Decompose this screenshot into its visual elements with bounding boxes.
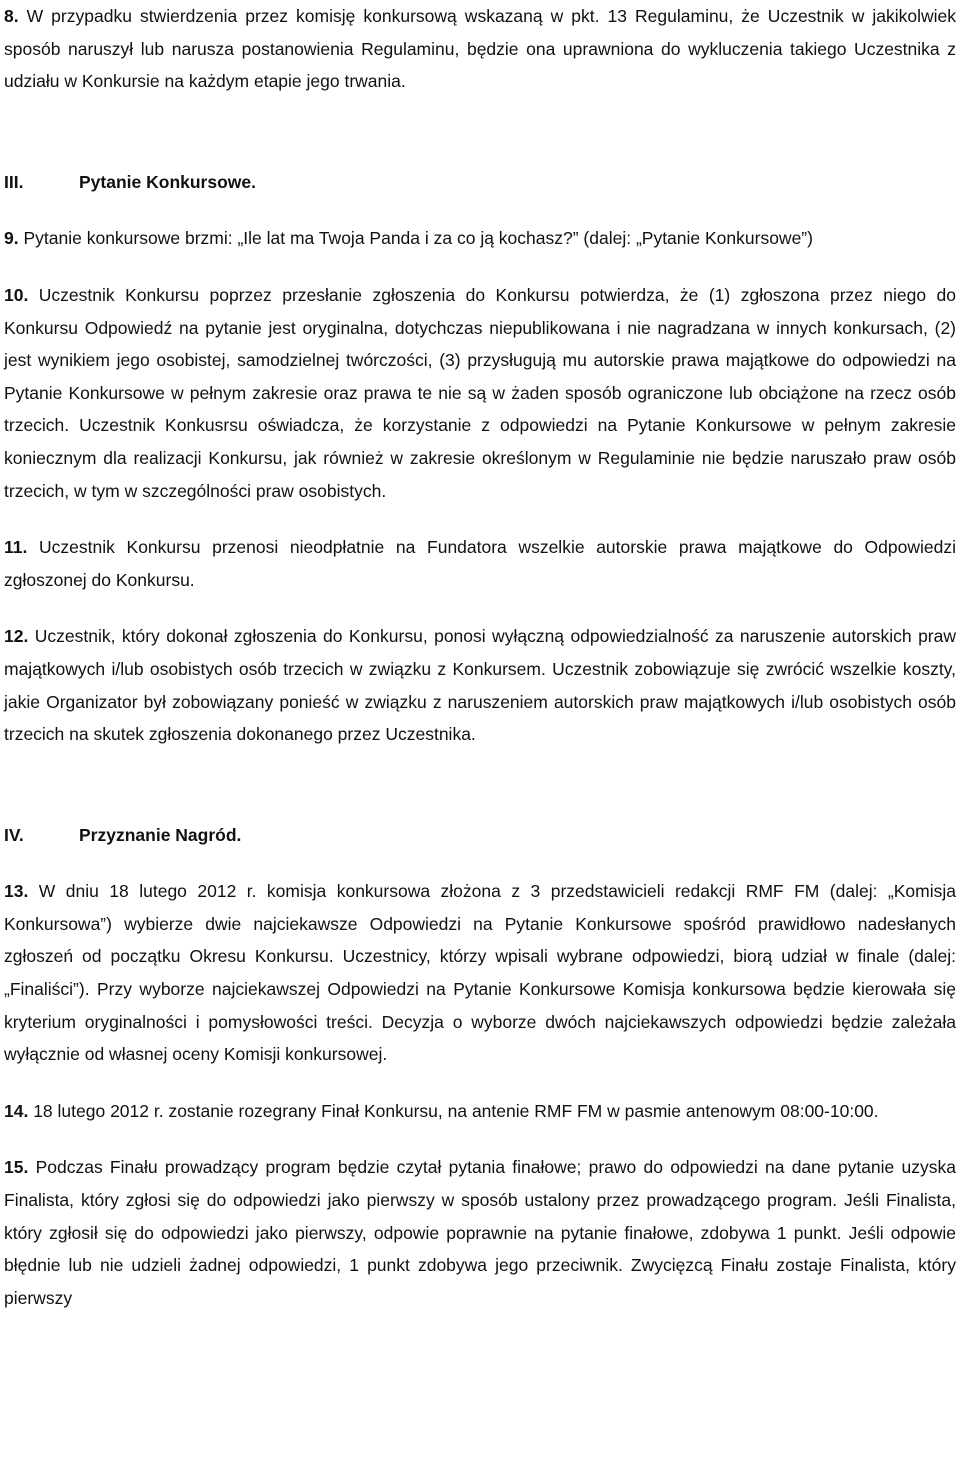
paragraph-14 [4, 1095, 956, 1128]
paragraph-text: W przypadku stwierdzenia przez komisję konkursową wskazaną w pkt. 13 Regulaminu, że Uczestnik w jakikolwiek sposób naruszył lub narusza postanowienia Regulaminu, będzie ona uprawniona do wykluczenia takiego Uczestnika z udziału w Konkursie na każdym etapie jego trwania. [4, 6, 956, 92]
spacer [4, 596, 956, 620]
paragraph-15 [4, 1151, 956, 1314]
paragraph-number: 14. [4, 1100, 29, 1121]
paragraph-number: 8. [4, 6, 19, 26]
paragraph-10 [4, 279, 956, 507]
paragraph-text: Uczestnik Konkursu poprzez przesłanie zgłoszenia do Konkursu potwierdza, że (1) zgłoszona przez niego do Konkursu Odpowiedź na pytanie jest oryginalna, dotychczas niepublikowana i nie nagradzana w innych konkursach, (2) jest wynikiem jego osobistej, samodzielnej twórczości, (3) przysługują mu autorskie prawa majątkowe do odpowiedzi na Pytanie Konkursowe w pełnym zakresie oraz prawa te nie są w żaden sposób ograniczone lub obciążone na rzecz osób trzecich. Uczestnik Konkusrsu oświadcza, że korzystanie z odpowiedzi na Pytanie Konkursowe w pełnym zakresie koniecznym dla realizacji Konkursu, jak również w zakresie określonym w Regulaminie nie będzie naruszało praw osób trzecich, w tym w szczególności praw osobistych. [4, 284, 956, 501]
paragraph-text: Uczestnik, który dokonał zgłoszenia do Konkursu, ponosi wyłączną odpowiedzialność za naruszenie autorskich praw majątkowych i/lub osobistych osób trzecich w związku z Konkursem. Uczestnik zobowiązuje się zwrócić wszelkie koszty, jakie Organizator był zobowiązany ponieść w związku z naruszeniem autorskich praw majątkowych i/lub osobistych osób trzecich na skutek zgłoszenia dokonanego przez Uczestnika. [4, 626, 957, 745]
paragraph-text: 18 lutego 2012 r. zostanie rozegrany Finał Konkursu, na antenie RMF FM w pasmie antenowym 08:00-10:00. [33, 1100, 879, 1121]
paragraph-text: Pytanie konkursowe brzmi: „Ile lat ma Twoja Panda i za co ją kochasz?” (dalej: „Pytanie Konkursowe”) [23, 228, 813, 249]
paragraph-text: Podczas Finału prowadzący program będzie czytał pytania finałowe; prawo do odpowiedzi na dane pytanie uzyska Finalista, który zgłosi się do odpowiedzi jako pierwszy w sposób ustalony przez prowadzącego program. Jeśli Finalista, który zgłosił się do odpowiedzi jako pierwszy, odpowie poprawnie na pytanie finałowe, zdobywa 1 punkt. Jeśli odpowie błędnie lub nie udzieli żadnej odpowiedzi, 1 punkt zdobywa jego przeciwnik. Zwycięzcą Finału zostaje Finalista, który pierwszy [4, 1157, 956, 1308]
paragraph-number: 9. [4, 228, 19, 249]
spacer [4, 751, 956, 819]
section-heading-4 [4, 819, 956, 852]
spacer [4, 198, 956, 222]
paragraph-number: 13. [4, 881, 29, 902]
spacer [4, 1127, 956, 1151]
section-heading-3 [4, 166, 956, 199]
paragraph-number: 11. [4, 537, 28, 558]
spacer [4, 851, 956, 875]
paragraph-8 [4, 0, 956, 98]
paragraph-12 [4, 620, 956, 750]
spacer [4, 507, 956, 531]
paragraph-11 [4, 531, 956, 596]
paragraph-13 [4, 875, 956, 1071]
paragraph-text: W dniu 18 lutego 2012 r. komisja konkursowa złożona z 3 przedstawicieli redakcji RMF FM (dalej: „Komisja Konkursowa”) wybierze dwie najciekawsze Odpowiedzi na Pytanie Konkursowe spośród prawidłowo nadesłanych zgłoszeń od początku Okresu Konkursu. Uczestnicy, którzy wpisali wybrane odpowiedzi, biorą udział w finale (dalej: „Finaliści”). Przy wyborze najciekawszej Odpowiedzi na Pytanie Konkursowe Komisja konkursowa będzie kierowała się kryterium oryginalności i pomysłowości treści. Decyzja o wyborze dwóch najciekawszych odpowiedzi będzie zależała wyłącznie od własnej oceny Komisji konkursowej. [4, 881, 956, 1065]
paragraph-number: 12. [4, 626, 29, 647]
spacer [4, 1071, 956, 1095]
section-number: III. [4, 171, 24, 192]
paragraph-text: Uczestnik Konkursu przenosi nieodpłatnie na Fundatora wszelkie autorskie prawa majątkowe do Odpowiedzi zgłoszonej do Konkursu. [4, 537, 956, 590]
paragraph-number: 10. [4, 284, 29, 305]
section-number: IV. [4, 824, 24, 845]
paragraph-9 [4, 222, 956, 255]
spacer [4, 255, 956, 279]
section-title: Przyznanie Nagród. [79, 824, 242, 845]
paragraph-number: 15. [4, 1157, 29, 1178]
spacer [4, 98, 956, 166]
section-title: Pytanie Konkursowe. [79, 171, 256, 192]
